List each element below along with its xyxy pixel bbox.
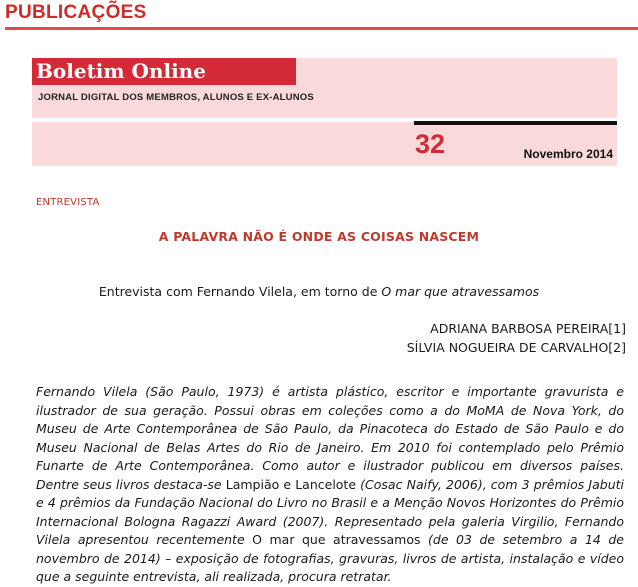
issue-rule bbox=[414, 121, 617, 125]
masthead-tagline: JORNAL DIGITAL DOS MEMBROS, ALUNOS E EX-ALUNOS bbox=[38, 92, 314, 103]
section-divider bbox=[5, 27, 638, 30]
article-headline: A PALAVRA NÃO É ONDE AS COISAS NASCEM bbox=[158, 229, 480, 244]
book-title: Lampião e Lancelote bbox=[225, 476, 357, 492]
intro-text: Fernando Vilela (São Paulo, 1973) é artista plástico, escritor e importante gravurista e ilustrador de sua geração. Possui obras em coleções como a do MoMA de Nova York, do Museu de Arte Contemporânea de São Paulo, da Pinacoteca do Estado de São Paulo e do Museu Nacional de Belas Artes do Rio de Janeiro. Em 2010 foi contemplado pelo Prêmio Funarte de Arte Contemporânea. Como autor e ilustrador publicou em diversos países. Dentre seus livros destaca-se bbox=[36, 384, 624, 492]
section-title: PUBLICAÇÕES bbox=[5, 2, 147, 23]
issue-date: Novembro 2014 bbox=[523, 147, 613, 161]
subtitle-work-title: O mar que atravessamos bbox=[381, 284, 540, 299]
article-intro-paragraph bbox=[36, 383, 624, 587]
subtitle-prefix: Entrevista com Fernando Vilela, em torno de bbox=[98, 284, 382, 299]
author-line[interactable]: SÍLVIA NOGUEIRA DE CARVALHO[2] bbox=[406, 340, 626, 355]
article-category: ENTREVISTA bbox=[36, 197, 100, 208]
article-authors bbox=[407, 319, 626, 357]
issue-number: 32 bbox=[415, 129, 446, 159]
exhibition-title: O mar que atravessamos bbox=[252, 532, 421, 547]
article-subtitle bbox=[0, 284, 638, 299]
brand-bar bbox=[32, 58, 296, 85]
brand-title[interactable]: Boletim Online bbox=[36, 59, 206, 83]
intro-text: (Cosac Naify, 2006), com 3 prêmios Jabuti e 4 prêmios da Fundação Nacional do Livro no Brasil e a Menção Novos Horizontes do Prêmio Internacional Bologna Ragazzi Award (2007). Representado pela galeria Virgilio, Fernando Vilela apresentou recentemente bbox=[36, 476, 624, 547]
author-line[interactable]: ADRIANA BARBOSA PEREIRA[1] bbox=[430, 321, 626, 336]
intro-text: (de 03 de setembro a 14 de novembro de 2014) – exposição de fotografias, gravuras, livros de artista, instalação e vídeo que a seguinte entrevista, ali realizada, procura retratar. bbox=[36, 532, 624, 584]
masthead bbox=[32, 58, 617, 166]
